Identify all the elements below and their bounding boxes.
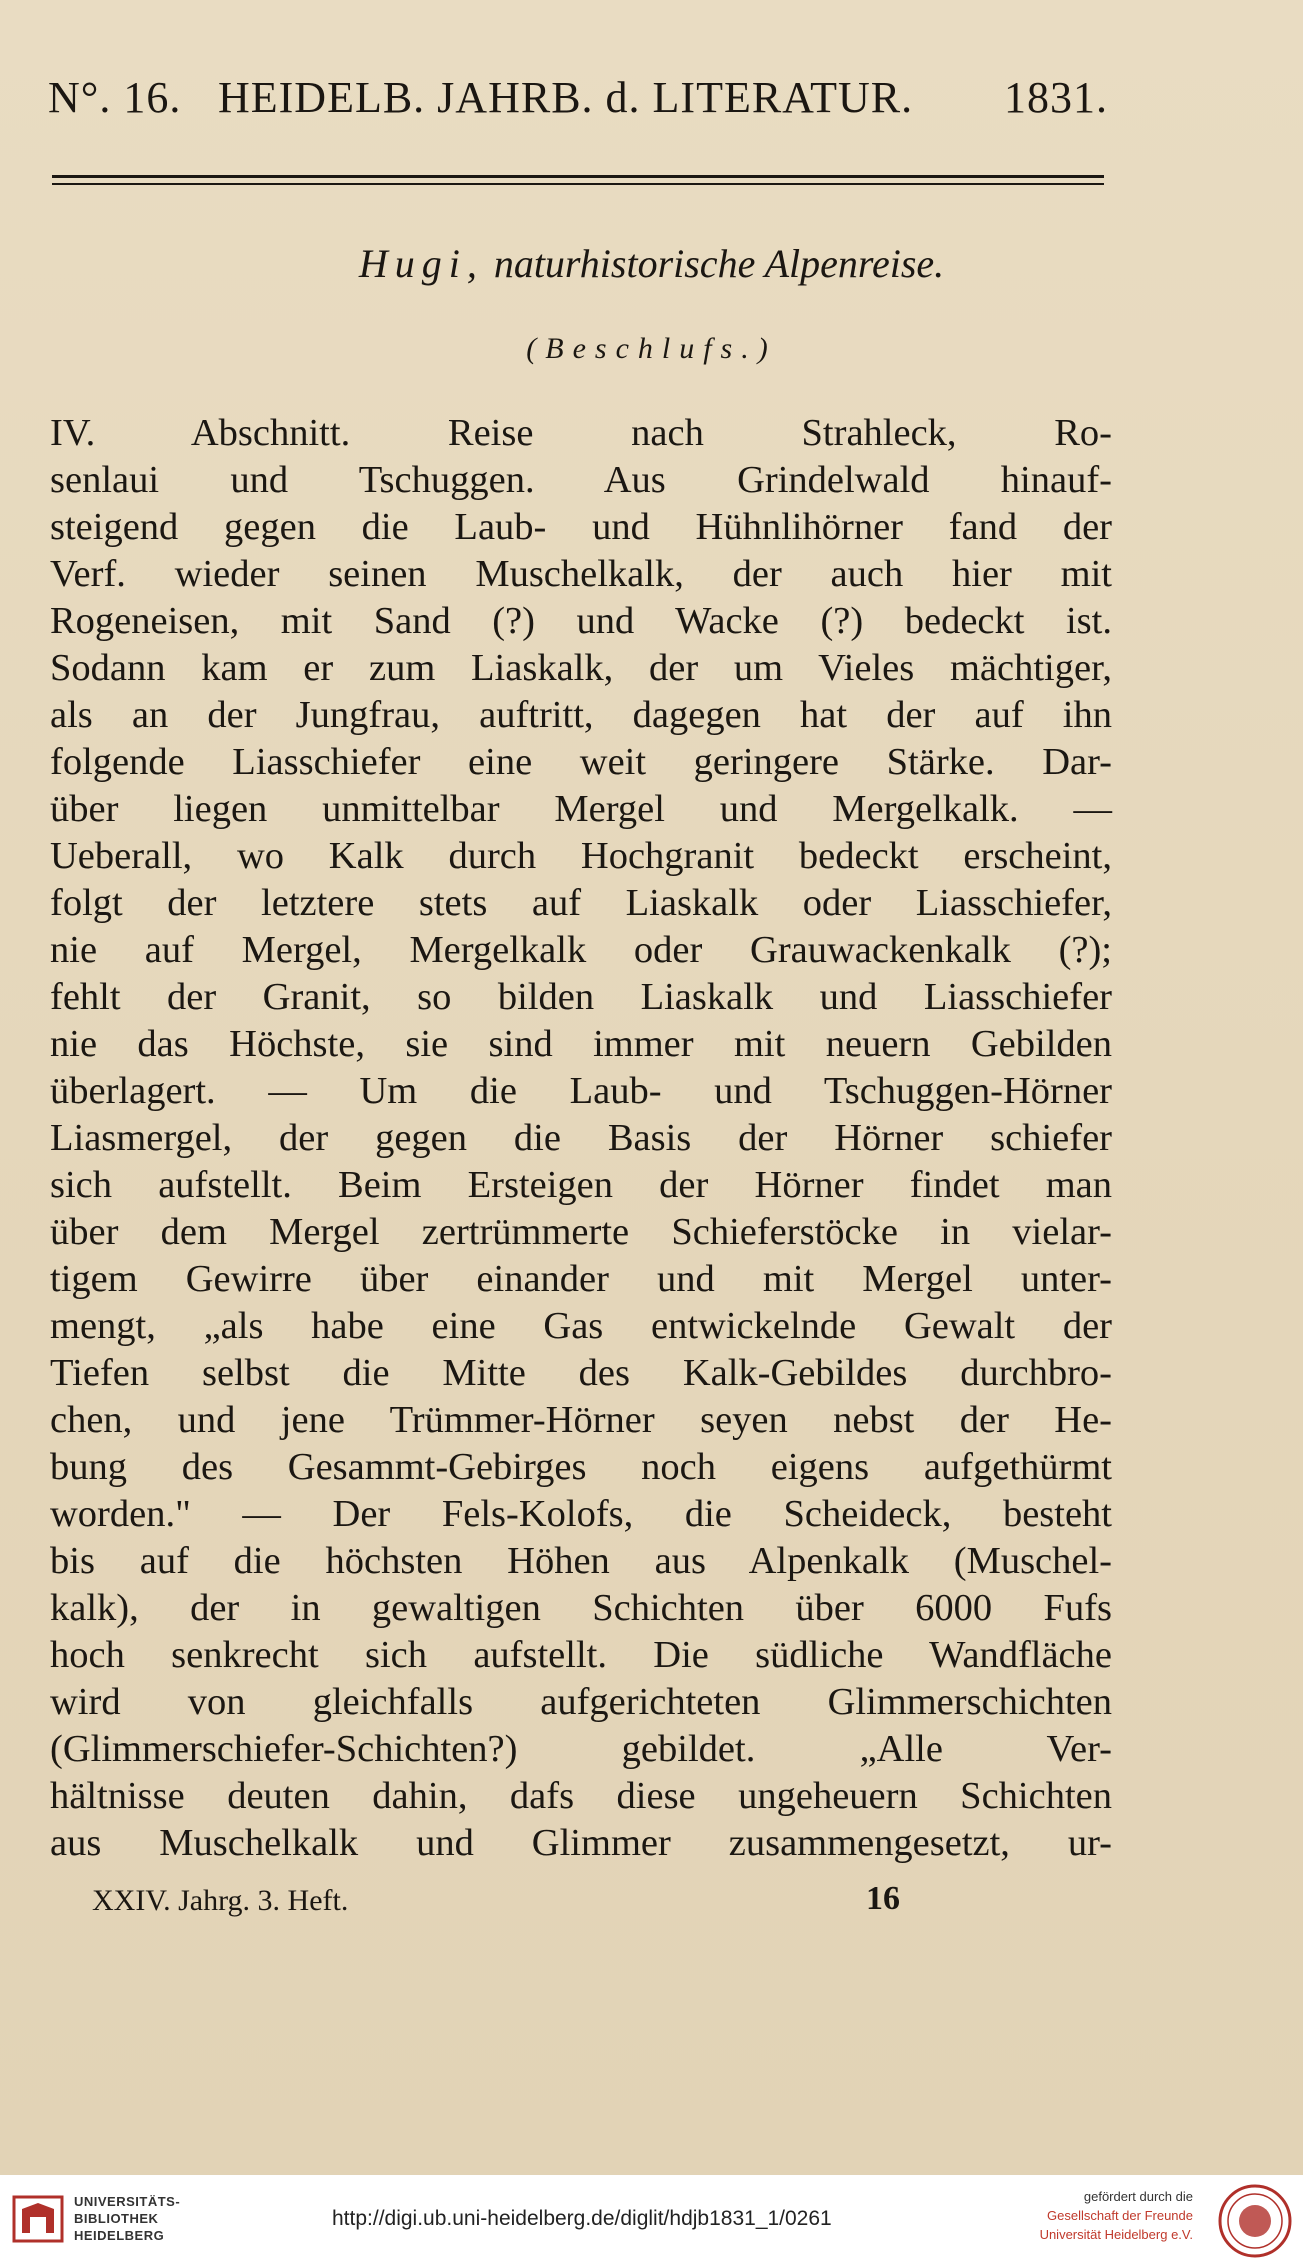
text-line: (Glimmerschiefer-Schichten?) gebildet. „Alle Ver- [50,1728,1112,1770]
article-subtitle: (Beschlufs.) [526,332,777,365]
sponsor-credit: gefördert durch die Gesellschaft der Freunde Universität Heidelberg e.V. [1039,2189,1193,2242]
university-seal-icon [1217,2183,1293,2259]
text-line: Rogeneisen, mit Sand (?) und Wacke (?) bedeckt ist. [50,600,1112,642]
text-line: bis auf die höchsten Höhen aus Alpenkalk (Muschel- [50,1540,1112,1582]
text-line: nie das Höchste, sie sind immer mit neuern Gebilden [50,1023,1112,1065]
text-line: wird von gleichfalls aufgerichteten Glimmerschichten [50,1681,1112,1723]
text-line: Sodann kam er zum Liaskalk, der um Vieles mächtiger, [50,647,1112,689]
text-line: worden." — Der Fels-Kolofs, die Scheideck, besteht [50,1493,1112,1535]
volume-line: XXIV. Jahrg. 3. Heft. [92,1884,349,1917]
permalink-url[interactable]: http://digi.ub.uni-heidelberg.de/diglit/hdjb1831_1/0261 [332,2207,832,2230]
article-title [0,240,1303,287]
text-line: fehlt der Granit, so bilden Liaskalk und Liasschiefer [50,976,1112,1018]
text-line: nie auf Mergel, Mergelkalk oder Grauwackenkalk (?); [50,929,1112,971]
text-line: über dem Mergel zertrümmerte Schieferstöcke in vielar- [50,1211,1112,1253]
text-line: hoch senkrecht sich aufstellt. Die südliche Wandfläche [50,1634,1112,1676]
page-footer [92,1880,952,1926]
text-line: aus Muschelkalk und Glimmer zusammengesetzt, ur- [50,1822,1112,1864]
text-line: überlagert. — Um die Laub- und Tschuggen-Hörner [50,1070,1112,1112]
text-line: Liasmergel, der gegen die Basis der Hörner schiefer [50,1117,1112,1159]
text-line: IV. Abschnitt. Reise nach Strahleck, Ro- [50,412,1112,454]
text-line: steigend gegen die Laub- und Hühnlihörner fand der [50,506,1112,548]
journal-title: HEIDELB. JAHRB. d. LITERATUR. [218,72,914,122]
issue-number: N°. 16. [48,72,182,122]
header-rule-bottom [52,183,1104,185]
text-line: folgende Liasschiefer eine weit geringere Stärke. Dar- [50,741,1112,783]
text-line: tigem Gewirre über einander und mit Mergel unter- [50,1258,1112,1300]
signature-mark: 16 [866,1880,900,1917]
text-line: senlaui und Tschuggen. Aus Grindelwald hinauf- [50,459,1112,501]
body-text [50,410,1112,1867]
text-line: bung des Gesammt-Gebirges noch eigens aufgethürmt [50,1446,1112,1488]
text-line: als an der Jungfrau, auftritt, dagegen hat der auf ihn [50,694,1112,736]
text-line: mengt, „als habe eine Gas entwickelnde Gewalt der [50,1305,1112,1347]
text-line: Verf. wieder seinen Muschelkalk, der auch hier mit [50,553,1112,595]
text-line: über liegen unmittelbar Mergel und Mergelkalk. — [50,788,1112,830]
text-line: kalk), der in gewaltigen Schichten über 6000 Fufs [50,1587,1112,1629]
text-line: Ueberall, wo Kalk durch Hochgranit bedeckt erscheint, [50,835,1112,877]
library-name: UNIVERSITÄTS- BIBLIOTHEK HEIDELBERG [74,2194,181,2243]
article-title-text: naturhistorische Alpenreise. [493,241,945,286]
university-library-logo-icon [10,2191,66,2247]
text-line: folgt der letztere stets auf Liaskalk oder Liasschiefer, [50,882,1112,924]
text-line: Tiefen selbst die Mitte des Kalk-Gebildes durchbro- [50,1352,1112,1394]
text-line: chen, und jene Trümmer-Hörner seyen nebst der He- [50,1399,1112,1441]
running-header [48,62,1108,132]
viewer-bottom-bar [0,2175,1303,2264]
text-line: hältnisse deuten dahin, dafs diese ungeheuern Schichten [50,1775,1112,1817]
article-author: Hugi, [358,241,484,286]
header-rule-top [52,175,1104,178]
text-line: sich aufstellt. Beim Ersteigen der Hörner findet man [50,1164,1112,1206]
journal-year: 1831. [1004,72,1108,122]
